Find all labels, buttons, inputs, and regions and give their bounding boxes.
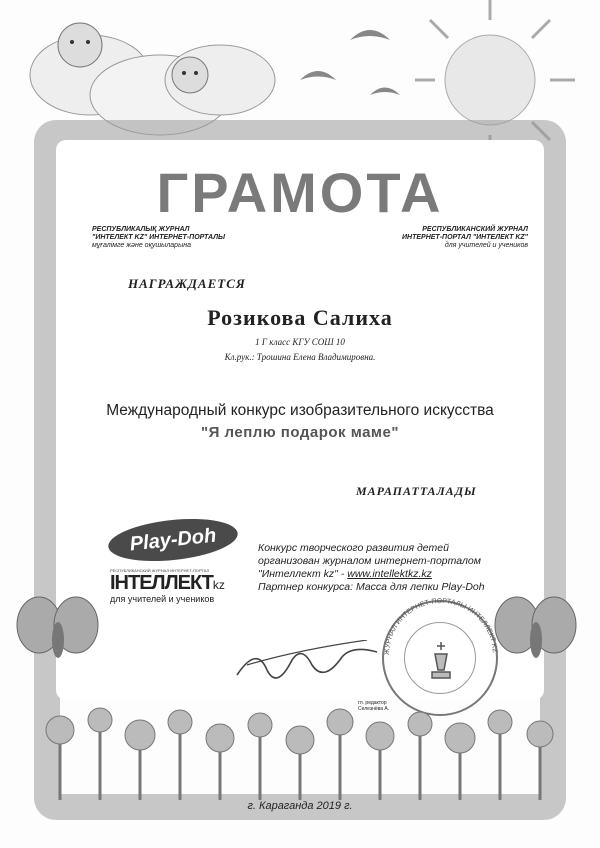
flowers-decoration	[40, 700, 560, 800]
certificate-title: ГРАМОТА	[156, 161, 444, 224]
intellekt-logo	[110, 568, 235, 604]
publisher-left-line2: "ИНТЕЛЕКТ KZ" ИНТЕРНЕТ-ПОРТАЛЫ	[92, 234, 225, 241]
publisher-right	[370, 226, 528, 250]
website-link[interactable]: www.intellektkz.kz	[347, 568, 432, 580]
contest-info	[258, 542, 518, 594]
chess-king-icon	[428, 640, 454, 680]
publisher-left-line1: РЕСПУБЛИКАЛЫҚ ЖУРНАЛ	[92, 226, 190, 233]
signature	[232, 640, 382, 690]
recipient-name: Розикова Салиха	[207, 305, 393, 330]
intellekt-logo-sub: для учителей и учеников	[110, 594, 215, 604]
intellekt-logo-kz: kz	[212, 578, 225, 592]
awarded-label: НАГРАЖДАЕТСЯ	[128, 276, 246, 291]
contest-title: Международный конкурс изобразительного искусства	[106, 402, 494, 419]
signature-caption-2: Селезнёва А.	[358, 706, 390, 712]
city-year: г. Караганда 2019 г.	[247, 800, 353, 812]
stamp-text: ЖУРНАЛ ИНТЕРНЕТ-ПОРТАЛЫ ИНТЕЛЛЕКТ KZ	[383, 597, 498, 656]
teacher-line: Кл.рук.: Трошина Елена Владимировна.	[224, 352, 376, 362]
butterfly-right-icon	[492, 590, 582, 680]
publisher-left-line3: мұғалімге және оқушыларына	[92, 242, 191, 249]
publisher-right-line1: РЕСПУБЛИКАНСКИЙ ЖУРНАЛ	[422, 226, 528, 233]
publisher-left	[92, 226, 282, 250]
info-line-3: "Интеллект kz" -	[258, 568, 345, 580]
school-line: 1 Г класс КГУ СОШ 10	[255, 337, 345, 347]
awarded-kz-label: МАРАПАТТАЛАДЫ	[356, 484, 477, 498]
contest-theme: "Я леплю подарок маме"	[201, 424, 399, 441]
info-line-2: организован журналом интернет-порталом	[258, 555, 481, 567]
signature-caption-1: гл. редактор	[358, 700, 387, 706]
butterfly-left-icon	[14, 590, 104, 680]
intellekt-logo-small: РЕСПУБЛИКАНСКИЙ ЖУРНАЛ ИНТЕРНЕТ-ПОРТАЛ	[110, 568, 210, 573]
playdoh-logo: Play-Doh	[106, 513, 239, 566]
publisher-right-line2: ИНТЕРНЕТ-ПОРТАЛ "ИНТЕЛЕКТ KZ"	[402, 234, 528, 241]
birds-illustration	[300, 30, 400, 95]
info-line-4: Партнер конкурса: Масса для лепки Play-Doh	[258, 581, 485, 593]
info-line-1: Конкурс творческого развития детей	[258, 542, 449, 554]
publisher-right-line3: для учителей и учеников	[444, 242, 528, 249]
intellekt-logo-brand: ІНТЕЛЛЕКТ	[110, 572, 213, 594]
